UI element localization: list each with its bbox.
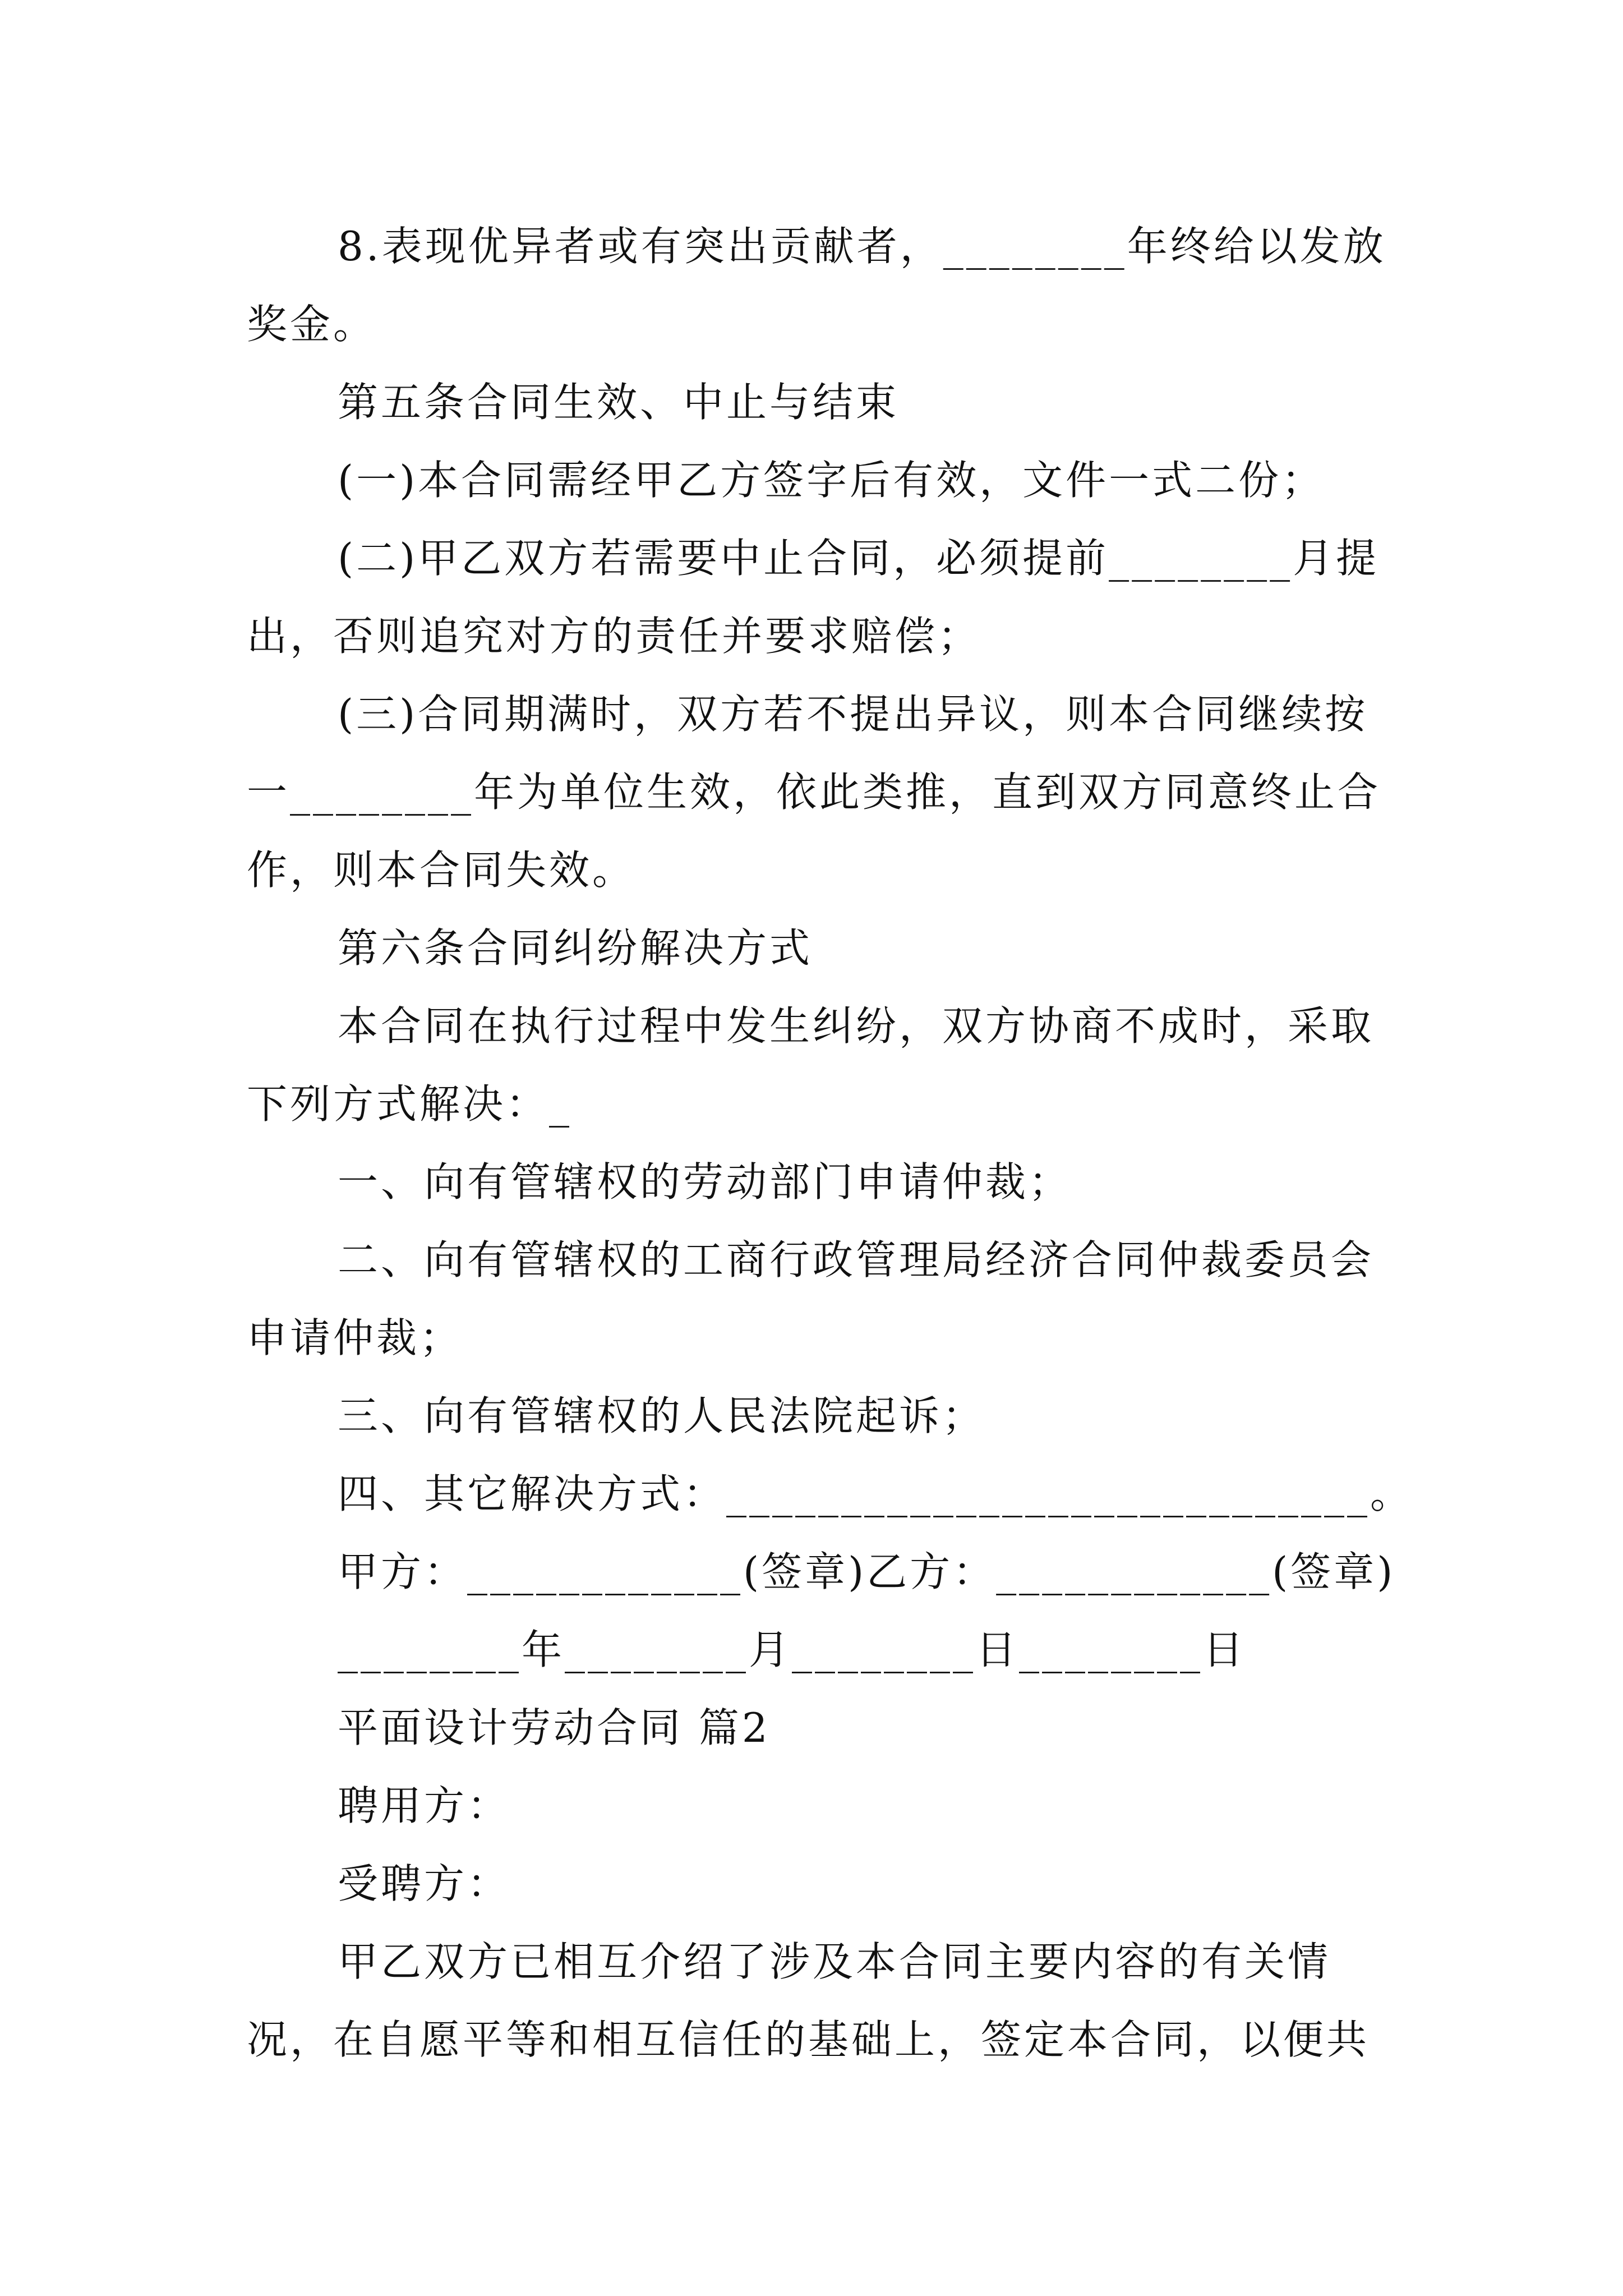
employee-line: 受聘方：	[338, 1860, 511, 1907]
paragraph-line: (一)本合同需经甲乙方签字后有效，文件一式二份；	[338, 457, 1325, 504]
paragraph-line: 奖金。	[247, 301, 377, 348]
paragraph-line: 出，否则追究对方的责任并要求赔偿；	[247, 613, 981, 660]
section-heading: 第五条合同生效、中止与结束	[338, 379, 900, 426]
list-item: 三、向有管辖权的人民法院起诉；	[338, 1392, 986, 1439]
paragraph-line: 一________年为单位生效，依此类推，直到双方同意终止合	[247, 769, 1381, 816]
document-body	[247, 208, 1414, 2079]
date-line: ________年________月________日________日	[338, 1626, 1246, 1673]
paragraph-line: 作，则本合同失效。	[247, 846, 636, 894]
paragraph-line: 8.表现优异者或有突出贡献者，________年终给以发放	[338, 223, 1386, 270]
list-item: 一、向有管辖权的劳动部门申请仲裁；	[338, 1158, 1072, 1205]
paragraph-line: 下列方式解决：_	[247, 1080, 573, 1128]
paragraph-line: 甲乙双方已相互介绍了涉及本合同主要内容的有关情	[338, 1938, 1331, 1985]
paragraph-line: 本合同在执行过程中发生纠纷，双方协商不成时，采取	[338, 1002, 1375, 1050]
paragraph-line: 况，在自愿平等和相互信任的基础上，签定本合同，以便共	[247, 2016, 1370, 2063]
paragraph-line: (三)合同期满时，双方若不提出异议，则本合同继续按	[338, 691, 1368, 738]
employer-line: 聘用方：	[338, 1782, 511, 1829]
list-item-continuation: 申请仲裁；	[247, 1314, 463, 1361]
list-item: 二、向有管辖权的工商行政管理局经济合同仲裁委员会	[338, 1236, 1375, 1283]
paragraph-line: (二)甲乙双方若需要中止合同，必须提前________月提	[338, 535, 1380, 582]
list-item: 四、其它解决方式：____________________________。	[338, 1470, 1414, 1517]
document-title: 平面设计劳动合同 篇2	[338, 1704, 771, 1751]
section-heading: 第六条合同纠纷解决方式	[338, 924, 813, 972]
signature-line: 甲方：____________(签章)乙方：____________(签章)	[338, 1548, 1396, 1595]
